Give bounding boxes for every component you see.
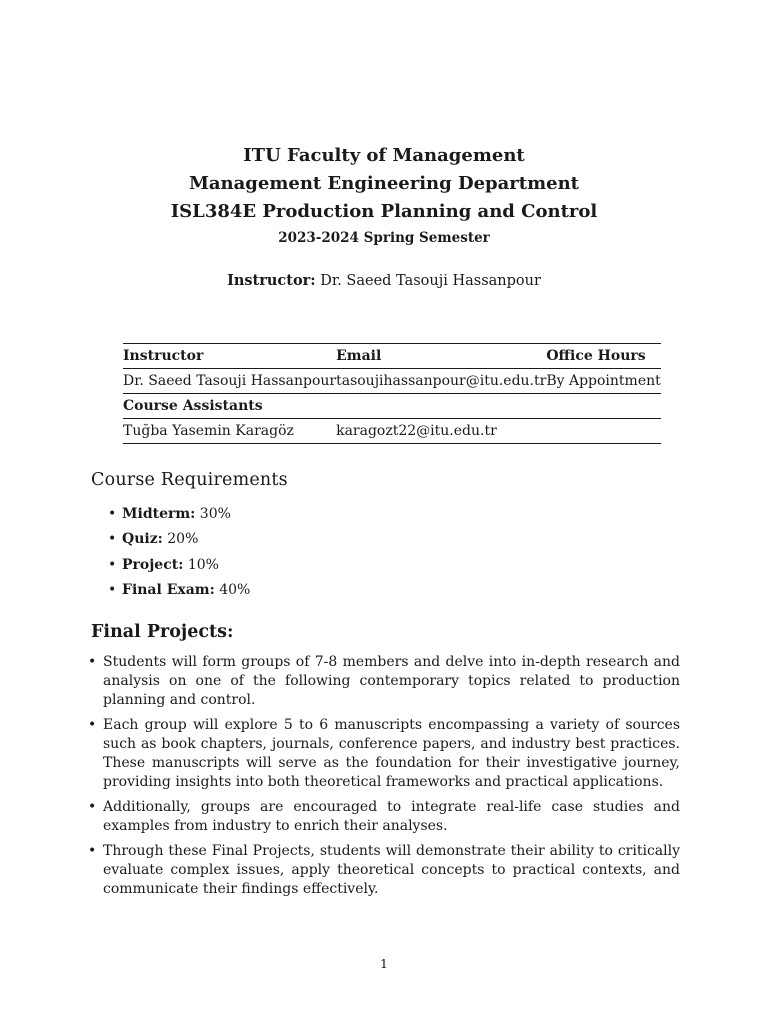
bullet-icon: • <box>108 556 117 573</box>
table-row <box>123 419 661 444</box>
requirement-label: Final Exam: <box>122 581 215 598</box>
list-item <box>108 528 250 553</box>
faculty-title: ITU Faculty of Management <box>243 145 525 166</box>
list-item <box>108 579 250 604</box>
assistant-office-hours-cell <box>546 419 660 444</box>
table-header-row <box>123 344 661 369</box>
project-item-text: Each group will explore 5 to 6 manuscripts encompassing a variety of sources such as book chapters, journals, conference papers, and industry best practices. These manuscripts will serve as the foundation for their investigative journey, providing insights into both theoretical frameworks and practical applications. <box>103 717 680 790</box>
instructor-email-cell: tasoujihassanpour@itu.edu.tr <box>336 369 546 394</box>
list-item <box>108 503 250 528</box>
requirement-value: 20% <box>167 531 199 548</box>
list-item <box>88 842 680 899</box>
requirement-value: 10% <box>187 556 219 573</box>
instructor-label: Instructor: <box>227 272 316 289</box>
bullet-icon: • <box>108 506 117 522</box>
page-number: 1 <box>380 956 388 971</box>
requirement-label: Project: <box>122 556 184 573</box>
course-assistants-label: Course Assistants <box>123 394 336 419</box>
bullet-icon: • <box>88 843 97 859</box>
assistant-email-cell: karagozt22@itu.edu.tr <box>336 419 546 444</box>
title-block <box>0 142 768 291</box>
staff-table <box>123 343 661 444</box>
table-section-row <box>123 394 661 419</box>
bullet-icon: • <box>88 654 97 670</box>
table-row <box>123 369 661 394</box>
bullet-icon: • <box>108 581 117 598</box>
project-item-text: Students will form groups of 7-8 members and delve into in-depth research and analysis on one of the following contemporary topics related to production planning and control. <box>103 654 680 708</box>
bullet-icon: • <box>88 799 97 815</box>
course-requirements-heading: Course Requirements <box>91 470 288 490</box>
requirements-list <box>108 503 250 604</box>
final-projects-list <box>88 653 680 905</box>
list-item <box>88 798 680 836</box>
list-item <box>88 716 680 792</box>
instructor-line <box>0 271 768 291</box>
list-item <box>88 653 680 710</box>
project-item-text: Through these Final Projects, students will demonstrate their ability to critically evaluate complex issues, apply theoretical concepts to practical contexts, and communicate their findings effectively. <box>103 843 680 897</box>
requirement-label: Quiz: <box>122 531 163 548</box>
requirement-value: 40% <box>219 581 251 598</box>
final-projects-heading: Final Projects: <box>91 622 234 642</box>
requirement-value: 30% <box>199 506 231 522</box>
assistant-name-cell: Tuğba Yasemin Karagöz <box>123 419 336 444</box>
table-header-office-hours: Office Hours <box>546 344 660 369</box>
requirement-label: Midterm: <box>122 506 196 522</box>
instructor-name-cell: Dr. Saeed Tasouji Hassanpour <box>123 369 336 394</box>
table-header-instructor: Instructor <box>123 344 336 369</box>
bullet-icon: • <box>88 717 97 733</box>
bullet-icon: • <box>108 531 117 548</box>
course-title: ISL384E Production Planning and Control <box>170 201 598 222</box>
project-item-text: Additionally, groups are encouraged to integrate real-life case studies and examples from industry to enrich their analyses. <box>103 799 680 834</box>
semester-label: 2023-2024 Spring Semester <box>278 230 490 246</box>
department-title: Management Engineering Department <box>188 173 580 194</box>
instructor-office-hours-cell: By Appointment <box>546 369 660 394</box>
instructor-name: Dr. Saeed Tasouji Hassanpour <box>320 273 541 289</box>
table-header-email: Email <box>336 344 546 369</box>
list-item <box>108 554 250 579</box>
